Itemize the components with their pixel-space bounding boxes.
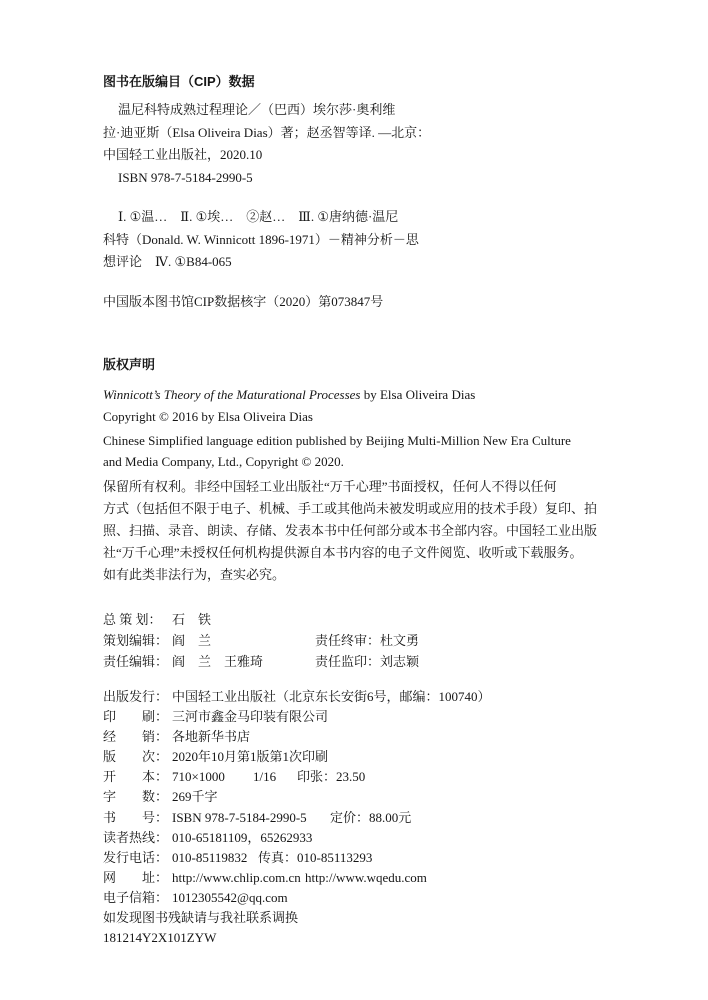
pub-value: 269千字 [172,789,218,805]
original-work [103,384,475,428]
rights-line: 方式（包括但不限于电子、机械、手工或其他尚未被发明或应用的技术手段）复印、拍 [103,501,598,516]
credit-value: 石 铁 [172,612,212,627]
pub-label: 出版发行： [103,689,169,704]
edition-notice-line: and Media Company, Ltd., Copyright © 2020. [103,454,344,469]
cip-description-line: 温尼科特成熟过程理论／（巴西）埃尔莎·奥利维 [118,102,396,117]
credit-label: 责任监印： [315,654,381,669]
original-title: Winnicott’s Theory of the Maturational Processes [103,387,361,402]
pub-row-isbn [103,808,663,828]
credit-value: 刘志颖 [380,654,420,669]
pub-label: 开 本： [103,769,169,785]
credit-value: 阎 兰 王雅琦 [172,654,264,669]
pub-value: 010-65181109，65262933 [172,829,313,845]
rights-statement [103,476,597,586]
cip-description-line: 拉·迪亚斯（Elsa Oliveira Dias）著；赵丞智等译. —北京： [103,124,431,140]
pub-value: 2020年10月第1版第1次印刷 [172,749,329,765]
edition-notice-line: Chinese Simplified language edition published by Beijing Multi-Million New Era Culture [103,433,571,448]
credit-value: 阎 兰 [172,633,212,648]
cip-subjects [103,206,419,274]
pub-label: 经 销： [103,729,169,745]
cip-description-line: 中国轻工业出版社，2020.10 [103,147,263,163]
replacement-note: 如发现图书残缺请与我社联系调换 [103,910,299,926]
pub-row-publisher [103,687,663,707]
pub-label: 版 次： [103,749,169,765]
print-code: 181214Y2X101ZYW [103,930,217,946]
cip-subject-line: Ⅰ. ①温… Ⅱ. ①埃… ②赵… Ⅲ. ①唐纳德·温尼 [118,209,399,224]
pub-row-sales-phone [103,848,663,868]
format-size: 710×1000 [172,769,225,785]
pub-row-edition [103,747,663,767]
rights-line: 社“万千心理”未授权任何机构提供源自本书内容的电子文件阅览、收听或下载服务。 [103,545,583,560]
format-fold: 1/16 [253,769,277,785]
pub-label: 读者热线： [103,829,169,845]
credit-label: 责任终审： [315,633,381,648]
credit-final-reviewer [315,630,419,651]
pub-row-format [103,767,663,787]
pub-row-reader-hotline [103,828,663,848]
pub-label: 印 刷： [103,709,169,725]
cip-heading: 图书在版编目（CIP）数据 [103,74,255,89]
publication-info [103,687,663,948]
pub-label: 网 址： [103,869,169,885]
cip-subject-line: 科特（Donald. W. Winnicott 1896-1971）－精神分析－思 [103,231,419,247]
copyright-heading: 版权声明 [103,357,156,372]
edition-notice [103,430,571,472]
rights-line: 如有此类非法行为，查实必究。 [103,567,286,582]
website-url-secondary: http://www.wqedu.com [305,869,427,885]
pub-row-website [103,868,663,888]
original-copyright: Copyright © 2016 by Elsa Oliveira Dias [103,409,313,424]
credit-row-responsible-editor [103,651,603,672]
original-author: by Elsa Oliveira Dias [360,387,476,402]
credit-value: 杜文勇 [380,633,420,648]
credit-label: 责任编辑： [103,654,169,669]
original-title-line [103,384,475,406]
pub-value: 中国轻工业出版社（北京东长安街6号，邮编：100740） [172,689,491,704]
website-url: http://www.chlip.com.cn [172,869,301,885]
isbn-value: ISBN 978-7-5184-2990-5 [172,809,307,825]
rights-line: 照、扫描、录音、朗读、存储、发表本书中任何部分或本书全部内容。中国轻工业出版 [103,523,598,538]
credit-print-supervisor [315,651,419,672]
cip-description [103,99,430,190]
price: 定价：88.00元 [330,809,412,825]
credit-label: 策划编辑： [103,633,169,648]
sales-phone-value: 010-85119832 [172,849,248,865]
rights-line: 保留所有权利。非经中国轻工业出版社“万千心理”书面授权，任何人不得以任何 [103,479,557,494]
pub-label: 书 号： [103,809,169,825]
credit-row-planning-editor [103,630,603,651]
pub-label: 字 数： [103,789,169,805]
pub-label: 电子信箱： [103,889,169,905]
cip-subject-line: 想评论 Ⅳ. ①B84-065 [103,254,232,269]
email-value: 1012305542@qq.com [172,889,288,905]
pub-label: 发行电话： [103,849,169,865]
pub-value: 三河市鑫金马印装有限公司 [172,709,329,725]
pub-row-distributor [103,727,663,747]
format-sheets: 印张：23.50 [297,769,366,785]
pub-row-word-count [103,787,663,807]
credits [103,609,603,672]
fax: 传真：010-85113293 [258,849,373,865]
cip-isbn-line: ISBN 978-7-5184-2990-5 [118,170,253,186]
pub-row-email [103,888,663,908]
cip-approval-number: 中国版本图书馆CIP数据核字（2020）第073847号 [103,294,384,309]
pub-row-printer [103,707,663,727]
pub-value: 各地新华书店 [172,729,251,745]
credit-row-chief-planner [103,609,603,630]
credit-label: 总 策 划： [103,612,162,627]
